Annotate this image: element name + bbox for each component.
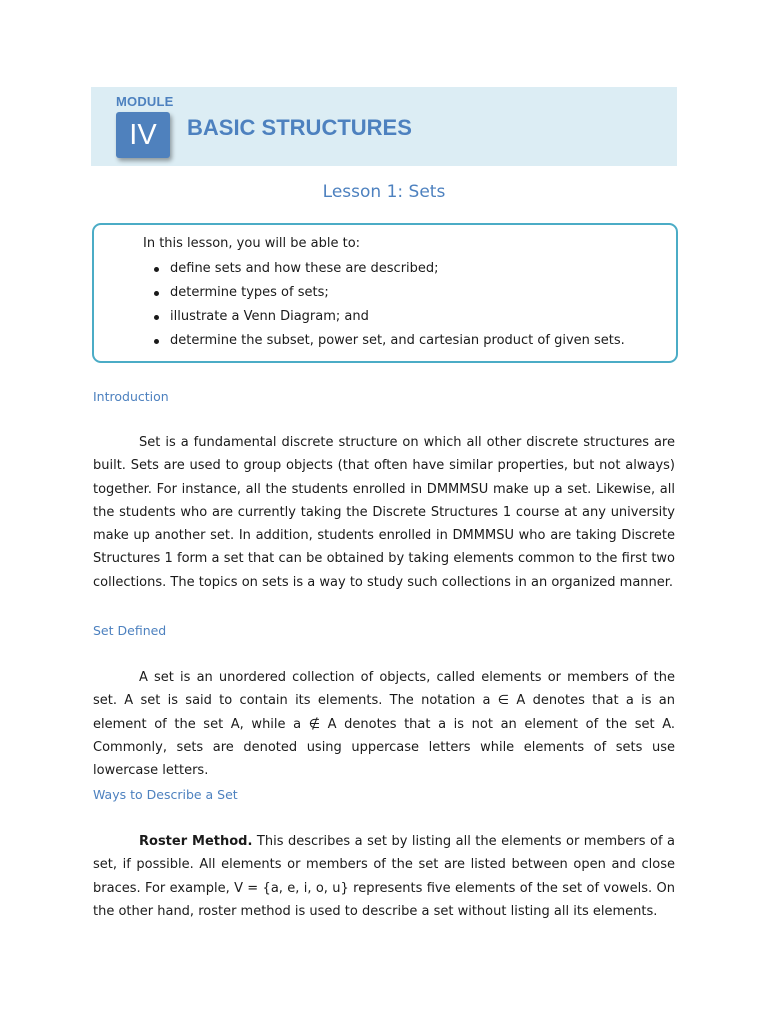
set-defined-heading: Set Defined bbox=[93, 623, 167, 638]
objectives-intro: In this lesson, you will be able to: bbox=[143, 236, 361, 251]
lesson-title: Lesson 1: Sets bbox=[322, 182, 446, 202]
objectives-box bbox=[92, 223, 678, 363]
objective-item bbox=[143, 332, 625, 356]
module-banner bbox=[91, 87, 677, 166]
bullet-icon bbox=[154, 267, 159, 272]
objectives-list bbox=[143, 260, 625, 356]
module-label: MODULE bbox=[116, 94, 174, 109]
module-number-badge: IV bbox=[116, 112, 170, 158]
bullet-icon bbox=[154, 291, 159, 296]
objective-item bbox=[143, 308, 625, 332]
bullet-icon bbox=[154, 339, 159, 344]
objective-text: illustrate a Venn Diagram; and bbox=[170, 309, 369, 324]
objective-text: define sets and how these are described; bbox=[170, 261, 439, 276]
bullet-icon bbox=[154, 315, 159, 320]
objective-item bbox=[143, 260, 625, 284]
roster-text: This describes a set by listing all the elements or members of a set, if possible. All elements or members of the set are listed between open and close braces. For example, V = {a, e, i, o, u} represents five elements of the set of vowels. On the other hand, roster method is used to describe a set without listing all its elements. bbox=[93, 834, 675, 919]
objective-text: determine types of sets; bbox=[170, 285, 329, 300]
module-title: BASIC STRUCTURES bbox=[187, 115, 412, 140]
introduction-paragraph: Set is a fundamental discrete structure on which all other discrete structures are built. Sets are used to group objects (that often have similar properties, but not always) together. For instance, all the students enrolled in DMMMSU make up a set. Likewise, all the students who are currently taking the Discrete Structures 1 course at any university make up another set. In addition, students enrolled in DMMMSU who are taking Discrete Structures 1 form a set that can be obtained by taking elements common to the first two collections. The topics on sets is a way to study such collections in an organized manner. bbox=[93, 435, 675, 590]
roster-term: Roster Method. bbox=[139, 834, 253, 849]
ways-heading: Ways to Describe a Set bbox=[93, 787, 238, 802]
objective-item bbox=[143, 284, 625, 308]
objective-text: determine the subset, power set, and cartesian product of given sets. bbox=[170, 333, 625, 348]
roster-paragraph bbox=[93, 830, 675, 923]
introduction-heading: Introduction bbox=[93, 389, 169, 404]
set-defined-paragraph: A set is an unordered collection of objects, called elements or members of the set. A set is said to contain its elements. The notation a ∈ A denotes that a is an element of the set A, while a ∉ A denotes that a is not an element of the set A. Commonly, sets are denoted using uppercase letters while elements of sets use lowercase letters. bbox=[93, 670, 675, 779]
